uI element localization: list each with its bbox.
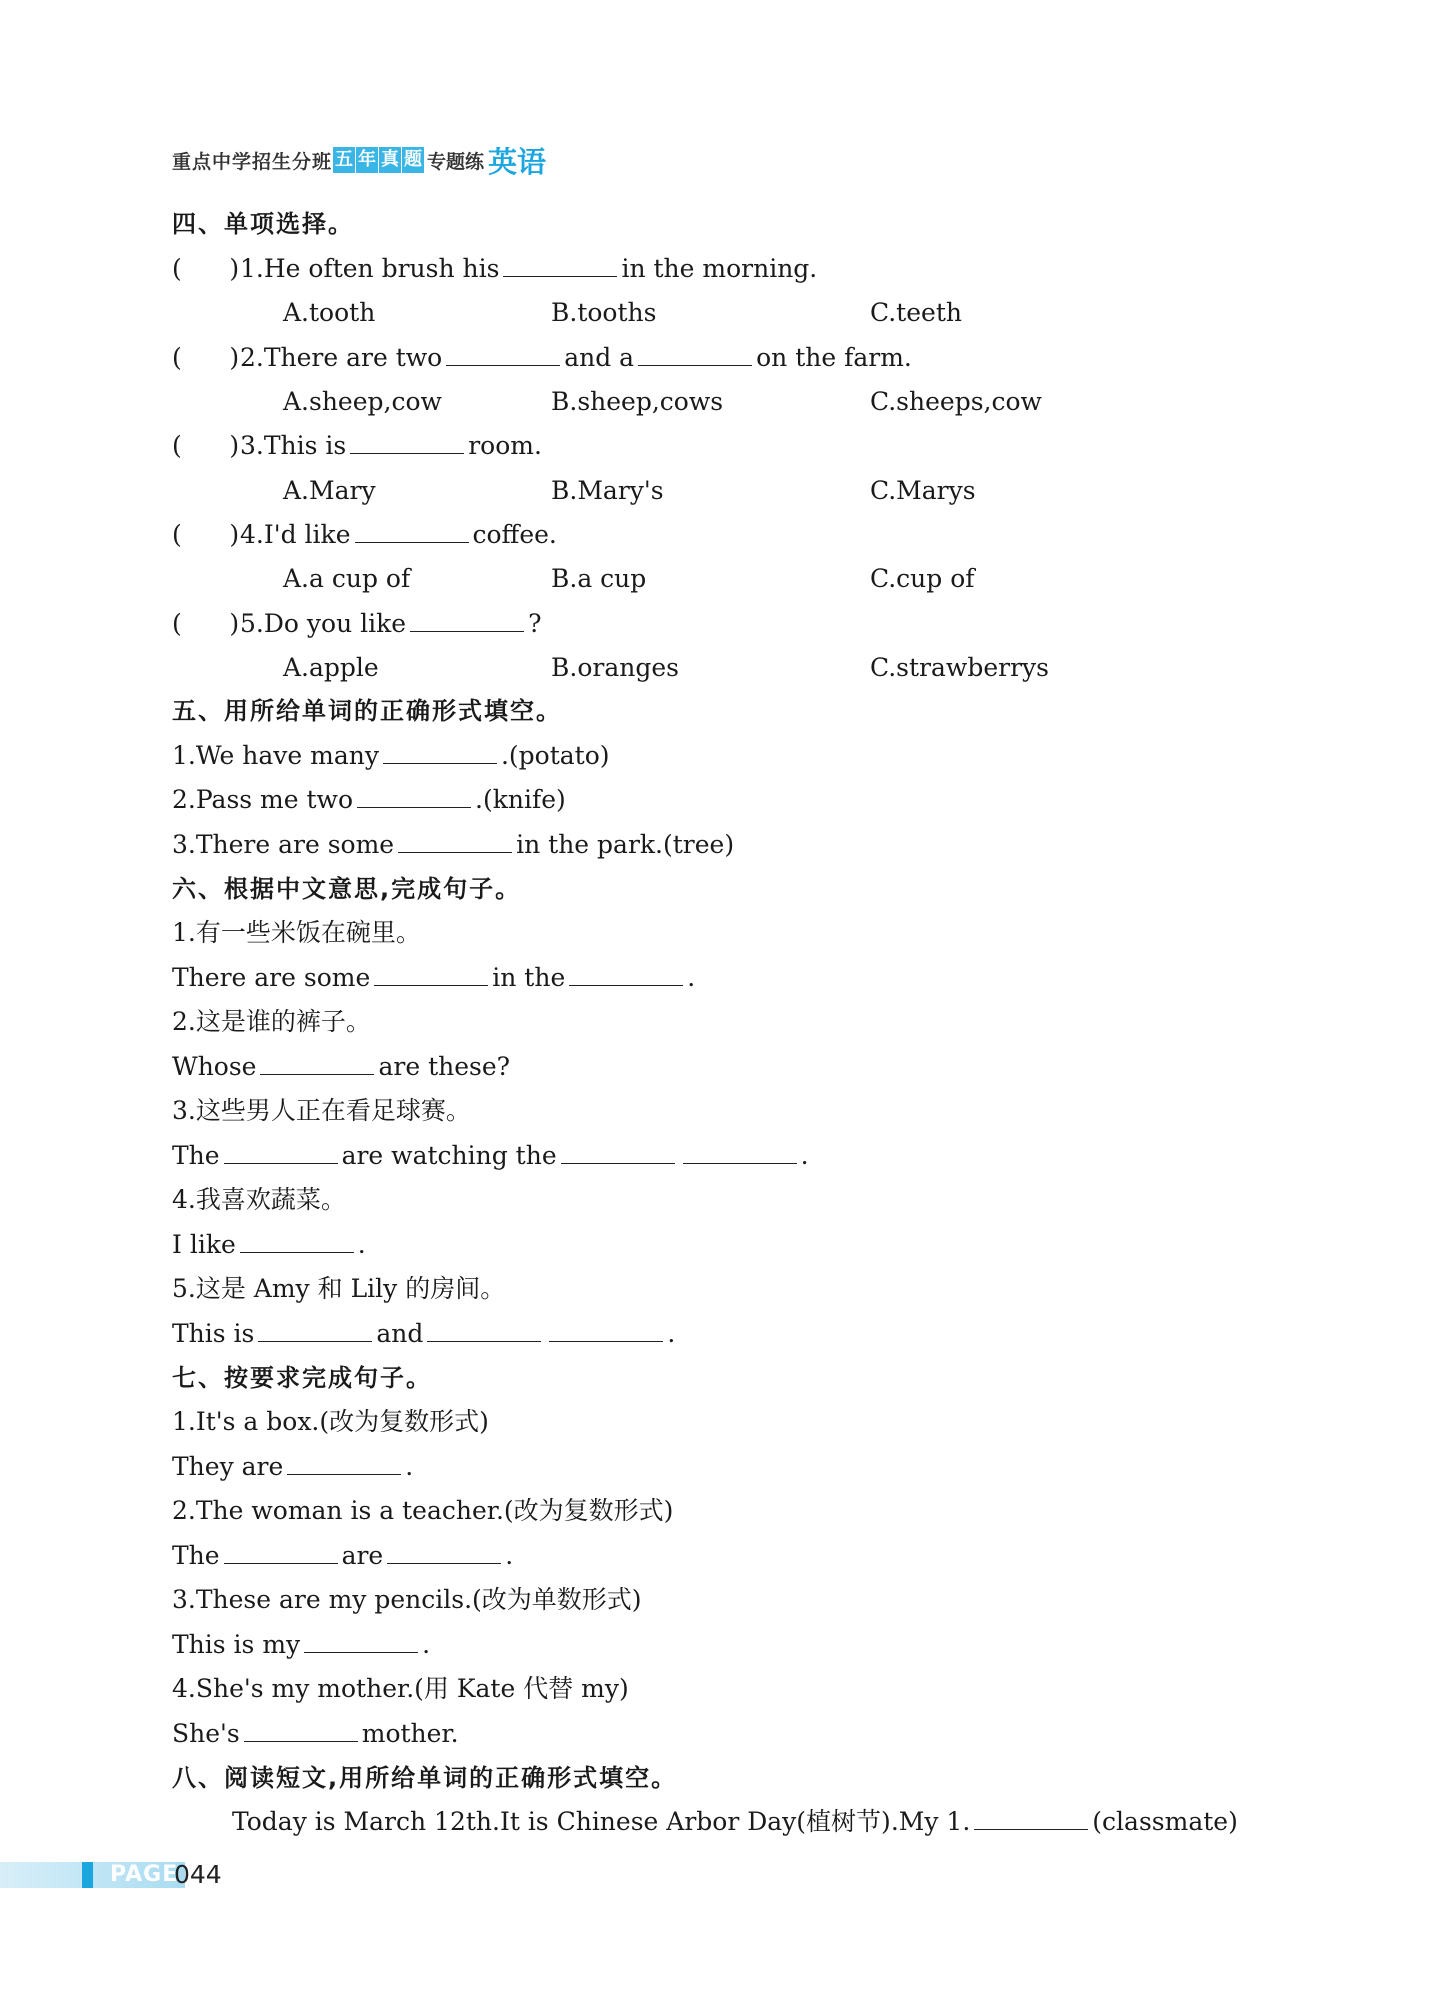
s4-q5-option-a: A.apple — [283, 653, 379, 682]
section-5-title: 五、用所给单词的正确形式填空。 — [172, 697, 562, 725]
s8-passage-line — [232, 1805, 1238, 1839]
s4-q3-text-pre: 3.This is — [240, 431, 347, 460]
s5-q2-text-pre: 2.Pass me two — [172, 785, 354, 814]
s6-question-4 — [172, 1228, 366, 1262]
answer-blank[interactable] — [357, 783, 471, 808]
s4-q5-option-b: B.oranges — [551, 653, 679, 682]
s6-q5-text-mid: and — [376, 1319, 424, 1348]
s6-q4-text-post: . — [357, 1230, 366, 1259]
s6-q1-text-mid: in the — [492, 963, 566, 992]
s6-question-1 — [172, 961, 695, 995]
section-6-title: 六、根据中文意思,完成句子。 — [172, 875, 522, 903]
answer-blank[interactable] — [224, 1139, 338, 1164]
s6-q3-text-post: . — [800, 1141, 809, 1170]
answer-blank[interactable] — [374, 961, 488, 986]
answer-blank[interactable] — [446, 341, 560, 366]
s4-question-2 — [172, 341, 912, 375]
s6-q5-chinese: 5.这是 Amy 和 Lily 的房间。 — [172, 1274, 506, 1303]
answer-paren[interactable]: ( ) — [172, 343, 240, 372]
s4-q2-option-c: C.sheeps,cow — [870, 387, 1042, 416]
s6-q4-chinese: 4.我喜欢蔬菜。 — [172, 1185, 346, 1214]
answer-blank[interactable] — [355, 518, 469, 543]
footer-marker — [82, 1862, 93, 1888]
answer-blank[interactable] — [974, 1805, 1088, 1830]
answer-paren[interactable]: ( ) — [172, 254, 240, 283]
s4-q2-option-b: B.sheep,cows — [551, 387, 724, 416]
answer-paren[interactable]: ( ) — [172, 520, 240, 549]
answer-blank[interactable] — [244, 1717, 358, 1742]
s4-question-4 — [172, 518, 557, 552]
s4-q4-text-pre: 4.I'd like — [240, 520, 351, 549]
header-box-2: 年 — [356, 147, 378, 173]
s7-q3-prompt: 3.These are my pencils.(改为单数形式) — [172, 1585, 642, 1614]
s7-q2-text-pre: The — [172, 1541, 220, 1570]
s4-q4-option-a: A.a cup of — [283, 564, 411, 593]
s4-q3-option-c: C.Marys — [870, 476, 976, 505]
answer-blank[interactable] — [387, 1539, 501, 1564]
s4-q1-option-c: C.teeth — [870, 298, 962, 327]
s7-q2-text-mid: are — [341, 1541, 384, 1570]
answer-blank[interactable] — [549, 1317, 663, 1342]
s7-q3-text-post: . — [422, 1630, 431, 1659]
s6-q1-text-pre: There are some — [172, 963, 371, 992]
s5-q1-text-pre: 1.We have many — [172, 741, 379, 770]
answer-blank[interactable] — [683, 1139, 797, 1164]
answer-blank[interactable] — [569, 961, 683, 986]
s4-q1-text-pre: 1.He often brush his — [240, 254, 500, 283]
s4-q3-text-post: room. — [468, 431, 542, 460]
header-prefix: 重点中学招生分班 — [172, 150, 333, 173]
s7-q1-text-post: . — [405, 1452, 414, 1481]
s4-q2-text-mid: and a — [564, 343, 635, 372]
s6-q1-chinese: 1.有一些米饭在碗里。 — [172, 918, 421, 947]
s6-question-2 — [172, 1050, 510, 1084]
s7-q1-text-pre: They are — [172, 1452, 284, 1481]
answer-blank[interactable] — [503, 252, 617, 277]
s7-question-2 — [172, 1539, 513, 1573]
s4-q4-option-c: C.cup of — [870, 564, 975, 593]
s4-q2-text-post: on the farm. — [756, 343, 912, 372]
s6-q4-text-pre: I like — [172, 1230, 236, 1259]
answer-paren[interactable]: ( ) — [172, 431, 240, 460]
answer-blank[interactable] — [260, 1050, 374, 1075]
header-box-1: 五 — [333, 147, 355, 173]
answer-blank[interactable] — [287, 1450, 401, 1475]
s6-q2-chinese: 2.这是谁的裤子。 — [172, 1007, 371, 1036]
s6-q5-text-pre: This is — [172, 1319, 255, 1348]
s4-q1-option-a: A.tooth — [283, 298, 376, 327]
s7-q4-prompt: 4.She's my mother.(用 Kate 代替 my) — [172, 1674, 629, 1703]
section-4-title: 四、单项选择。 — [172, 210, 354, 238]
s5-question-2 — [172, 783, 566, 817]
s5-question-1 — [172, 739, 610, 773]
footer-page-label: PAGE — [110, 1862, 179, 1887]
s4-q1-text-post: in the morning. — [621, 254, 818, 283]
s7-q4-text-pre: She's — [172, 1719, 240, 1748]
section-7-title: 七、按要求完成句子。 — [172, 1364, 432, 1392]
s4-question-5 — [172, 607, 541, 641]
s6-q3-text-pre: The — [172, 1141, 220, 1170]
header-suffix: 专题练 — [427, 150, 485, 173]
s5-q3-text-post: in the park.(tree) — [516, 830, 735, 859]
s4-q3-option-a: A.Mary — [283, 476, 376, 505]
answer-blank[interactable] — [398, 828, 512, 853]
s8-passage-text-post: (classmate) — [1092, 1807, 1238, 1836]
s7-question-3 — [172, 1628, 430, 1662]
s4-q2-option-a: A.sheep,cow — [283, 387, 442, 416]
s7-q3-text-pre: This is my — [172, 1630, 301, 1659]
s6-question-5 — [172, 1317, 675, 1351]
s4-q4-option-b: B.a cup — [551, 564, 647, 593]
answer-blank[interactable] — [561, 1139, 675, 1164]
s6-q3-chinese: 3.这些男人正在看足球赛。 — [172, 1096, 471, 1125]
s4-q3-option-b: B.Mary's — [551, 476, 664, 505]
page-number: 044 — [174, 1860, 222, 1889]
s4-question-1 — [172, 252, 817, 286]
answer-blank[interactable] — [410, 607, 524, 632]
header-box-3: 真 — [379, 147, 401, 173]
answer-blank[interactable] — [304, 1628, 418, 1653]
s7-q4-text-post: mother. — [361, 1719, 459, 1748]
s7-question-4 — [172, 1717, 459, 1751]
s4-q5-text-post: ? — [528, 609, 542, 638]
answer-blank[interactable] — [240, 1228, 354, 1253]
s5-q3-text-pre: 3.There are some — [172, 830, 395, 859]
answer-paren[interactable]: ( ) — [172, 609, 240, 638]
s6-q5-text-post: . — [667, 1319, 676, 1348]
answer-blank[interactable] — [638, 341, 752, 366]
s7-q2-text-post: . — [505, 1541, 514, 1570]
answer-blank[interactable] — [427, 1317, 541, 1342]
s6-question-3 — [172, 1139, 809, 1173]
s4-q4-text-post: coffee. — [472, 520, 557, 549]
answer-blank[interactable] — [258, 1317, 372, 1342]
header-box-4: 题 — [402, 147, 424, 173]
answer-blank[interactable] — [224, 1539, 338, 1564]
s4-q5-text-pre: 5.Do you like — [240, 609, 407, 638]
s7-q2-prompt: 2.The woman is a teacher.(改为复数形式) — [172, 1496, 674, 1525]
answer-blank[interactable] — [383, 739, 497, 764]
s6-q3-text-mid: are watching the — [341, 1141, 557, 1170]
s4-question-3 — [172, 429, 542, 463]
s7-q1-prompt: 1.It's a box.(改为复数形式) — [172, 1407, 489, 1436]
s5-q2-text-post: .(knife) — [475, 785, 566, 814]
s5-q1-text-post: .(potato) — [500, 741, 610, 770]
s4-q2-text-pre: 2.There are two — [240, 343, 443, 372]
header-subject: 英语 — [488, 144, 547, 179]
s4-q5-option-c: C.strawberrys — [870, 653, 1049, 682]
s7-question-1 — [172, 1450, 413, 1484]
section-8-title: 八、阅读短文,用所给单词的正确形式填空。 — [172, 1764, 678, 1792]
s5-question-3 — [172, 828, 734, 862]
s6-q2-text-pre: Whose — [172, 1052, 257, 1081]
s6-q2-text-post: are these? — [378, 1052, 511, 1081]
book-header — [172, 142, 546, 178]
s4-q1-option-b: B.tooths — [551, 298, 657, 327]
answer-blank[interactable] — [350, 429, 464, 454]
s6-q1-text-post: . — [687, 963, 696, 992]
s8-passage-text-pre: Today is March 12th.It is Chinese Arbor Day(植树节).My 1. — [232, 1807, 971, 1836]
